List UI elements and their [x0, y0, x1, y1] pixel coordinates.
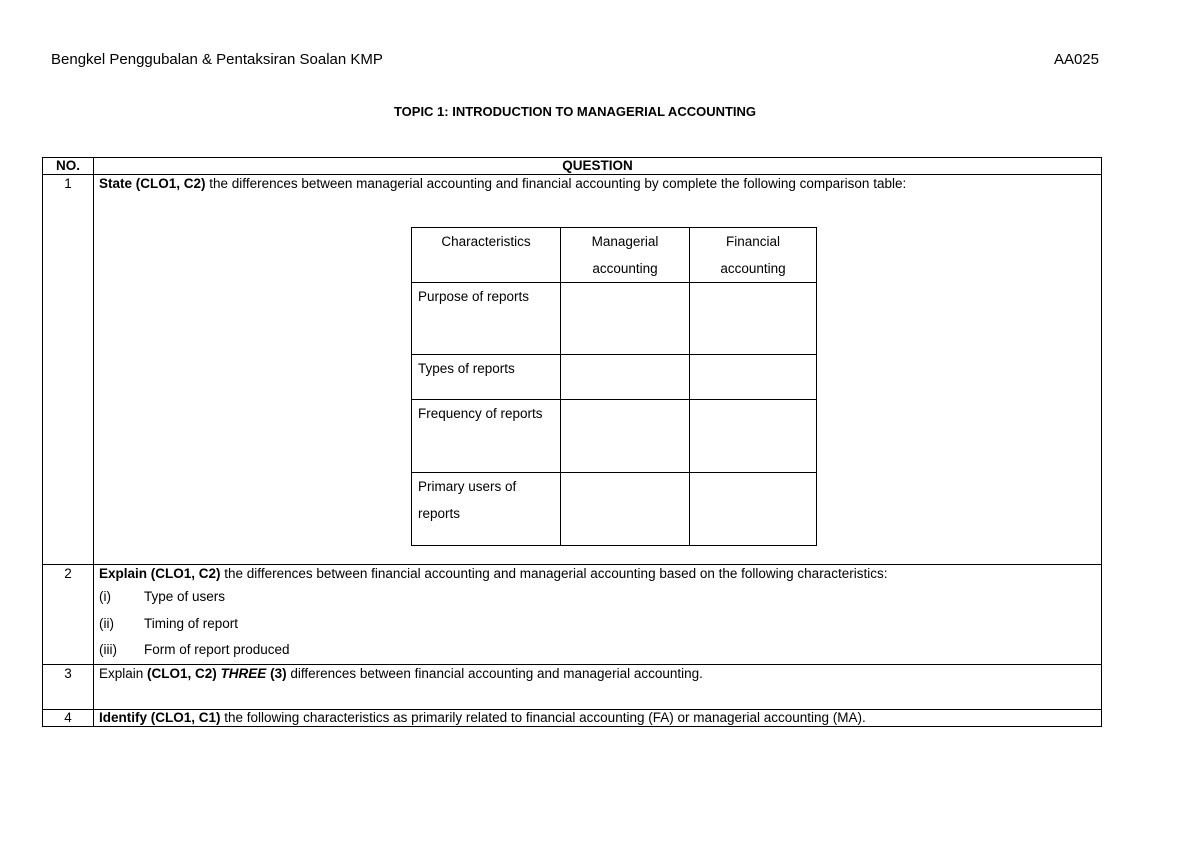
question-verb: State (CLO1, C2) — [99, 176, 206, 191]
question-row-4 — [43, 710, 1102, 727]
comparison-blank-cell — [561, 400, 690, 473]
list-item — [99, 610, 1096, 637]
comparison-row-label: Purpose of reports — [412, 283, 561, 355]
question-verb: Explain — [99, 666, 148, 681]
question-emphasis-three: THREE — [220, 666, 267, 681]
column-header-no: NO. — [43, 158, 94, 175]
question-body: the following characteristics as primarily related to financial accounting (FA) or managerial accounting (MA). — [220, 710, 866, 725]
comparison-blank-cell — [561, 473, 690, 546]
comparison-header-managerial: Managerial accounting — [561, 228, 690, 283]
question-verb: Explain (CLO1, C2) — [99, 566, 221, 581]
list-item — [99, 583, 1096, 610]
question-table — [42, 157, 1102, 727]
comparison-row — [412, 283, 817, 355]
question-row-2 — [43, 565, 1102, 665]
question-text — [99, 565, 1096, 583]
question-number: 1 — [43, 175, 94, 565]
document-header-title: Bengkel Penggubalan & Pentaksiran Soalan KMP — [51, 51, 383, 68]
question-row-3 — [43, 665, 1102, 710]
comparison-blank-cell — [690, 355, 817, 400]
comparison-row — [412, 473, 817, 546]
question-number: 4 — [43, 710, 94, 727]
question-text — [99, 175, 1096, 193]
question-row-1 — [43, 175, 1102, 565]
comparison-blank-cell — [561, 283, 690, 355]
question-body: the differences between managerial accounting and financial accounting by complete the following comparison table: — [205, 176, 907, 191]
question-body: differences between financial accounting and managerial accounting. — [286, 666, 703, 681]
comparison-blank-cell — [561, 355, 690, 400]
list-item — [99, 641, 1096, 659]
question-cell — [94, 565, 1102, 665]
comparison-row-label: Types of reports — [412, 355, 561, 400]
document-course-code: AA025 — [1053, 51, 1099, 68]
question-cell — [94, 175, 1102, 565]
list-item-numeral: (iii) — [99, 642, 117, 657]
comparison-blank-cell — [690, 473, 817, 546]
question-clo-tag: (CLO1, C2) — [147, 666, 217, 681]
comparison-blank-cell — [690, 400, 817, 473]
comparison-row-label: Primary users of reports — [412, 473, 561, 546]
comparison-table — [411, 227, 817, 546]
comparison-row-label: Frequency of reports — [412, 400, 561, 473]
question-cell — [94, 665, 1102, 710]
comparison-row — [412, 400, 817, 473]
comparison-header-characteristics: Characteristics — [412, 228, 561, 283]
question-cell — [94, 710, 1102, 727]
list-item-label: Form of report produced — [144, 642, 290, 657]
list-item-label: Timing of report — [144, 616, 239, 631]
question-body: the differences between financial accounting and managerial accounting based on the following characteristics: — [220, 566, 888, 581]
topic-heading: TOPIC 1: INTRODUCTION TO MANAGERIAL ACCOUNTING — [393, 104, 757, 119]
comparison-blank-cell — [690, 283, 817, 355]
question-number: 2 — [43, 565, 94, 665]
list-item-numeral: (i) — [99, 589, 111, 604]
column-header-question: QUESTION — [94, 158, 1102, 175]
table-header-row — [43, 158, 1102, 175]
question-emphasis-number: (3) — [270, 666, 287, 681]
comparison-row — [412, 355, 817, 400]
comparison-header-financial: Financial accounting — [690, 228, 817, 283]
question-number: 3 — [43, 665, 94, 710]
question-verb: Identify (CLO1, C1) — [99, 710, 221, 725]
comparison-header-row — [412, 228, 817, 283]
list-item-numeral: (ii) — [99, 616, 114, 631]
list-item-label: Type of users — [144, 589, 226, 604]
